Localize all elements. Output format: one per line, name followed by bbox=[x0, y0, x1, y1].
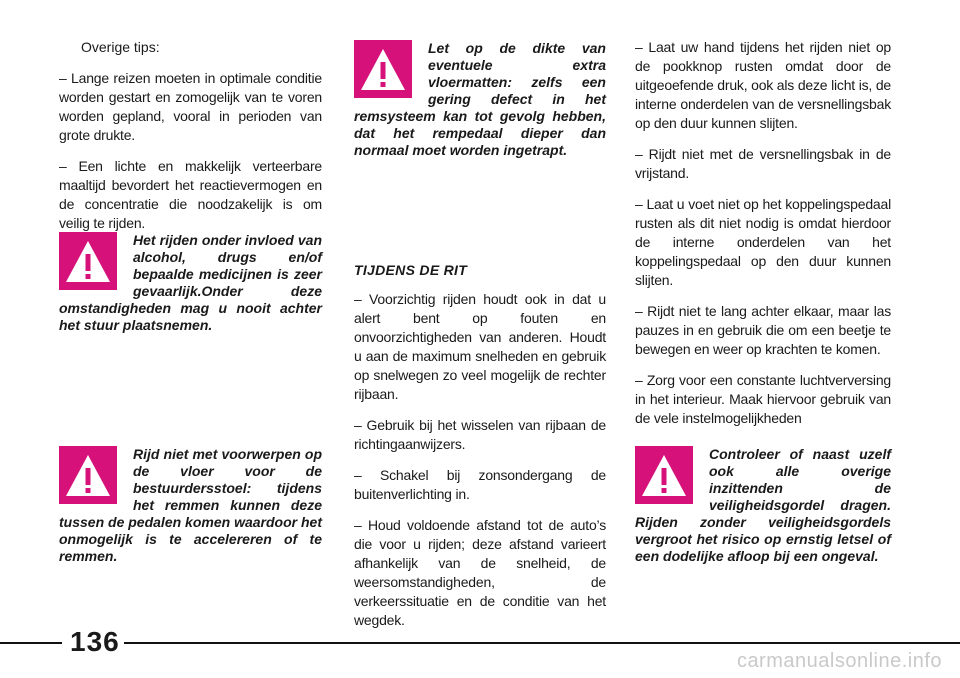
paragraph: – Lange reizen moeten in optimale conditie worden gestart en zomogelijk van te voren worden gepland, vooral in perioden van grote drukte. bbox=[59, 70, 322, 143]
paragraph: – Rijdt niet te lang achter elkaar, maar las pauzes in en gebruik die om een beetje te bewegen en weer op krachten te komen. bbox=[635, 303, 891, 357]
column-2 bbox=[354, 262, 606, 642]
warning-triangle-icon bbox=[635, 446, 693, 504]
paragraph: – Gebruik bij het wisselen van rijbaan de richtingaanwijzers. bbox=[354, 417, 606, 452]
warning-box-objects bbox=[59, 446, 322, 565]
paragraph: – Rijdt niet met de versnellingsbak in de vrijstand. bbox=[635, 146, 891, 181]
column-3 bbox=[635, 38, 891, 440]
warning-box-alcohol bbox=[59, 232, 322, 334]
tips-title: Overige tips: bbox=[81, 39, 160, 55]
warning-triangle-icon bbox=[59, 232, 117, 290]
warning-text: Het rijden onder invloed van alcohol, drugs en/of bepaalde medicijnen is zeer gevaarlijk.Onder deze omstandigheden mag u nooit achter het stuur plaatsnemen. bbox=[59, 232, 322, 333]
warning-triangle-icon bbox=[354, 40, 412, 98]
warning-text: Controleer of naast uzelf ook alle overige inzittenden de veiligheidsgordel dragen. Rijden zonder veiligheidsgordels vergroot het risico op ernstig letsel of een dodelijke afloop bij een ongeval. bbox=[635, 446, 891, 564]
paragraph: – Een lichte en makkelijk verteerbare maaltijd bevordert het reactievermogen en de concentratie die noodzakelijk is om veilig te rijden. bbox=[59, 158, 322, 231]
footer-rule-right bbox=[124, 642, 960, 644]
paragraph: – Voorzichtig rijden houdt ook in dat u alert bent op fouten en onvoorzichtigheden van anderen. Houdt u aan de maximum snelheden en gebruik op snelwegen zo veel mogelijk de rechter rijbaan. bbox=[354, 291, 606, 402]
warning-box-seatbelts bbox=[635, 446, 891, 565]
warning-triangle-icon bbox=[59, 446, 117, 504]
paragraph: – Laat uw hand tijdens het rijden niet op de pookknop rusten omdat door de uitgeoefende druk, ook als deze licht is, de interne onderdelen van de versnellingsbak op den duur kunnen slijten. bbox=[635, 39, 891, 131]
warning-text: Let op de dikte van eventuele extra vloermatten: zelfs een gering defect in het remsysteem kan tot gevolg hebben, dat het rempedaal dieper dan normaal moet worden ingetrapt. bbox=[354, 40, 606, 158]
warning-text: Rijd niet met voorwerpen op de vloer voor de bestuurdersstoel: tijdens het remmen kunnen deze tussen de pedalen komen waardoor het onmogelijk is te accelereren of te remmen. bbox=[59, 446, 322, 564]
footer-rule-left bbox=[0, 642, 62, 644]
paragraph: – Houd voldoende afstand tot de auto’s die voor u rijden; deze afstand varieert afhankelijk van de snelheid, de weersomstandigheden, de verkeerssituatie en de conditie van het wegdek. bbox=[354, 517, 606, 628]
paragraph: – Schakel bij zonsondergang de buitenverlichting in. bbox=[354, 467, 606, 502]
warning-box-floormats bbox=[354, 40, 606, 159]
column-1 bbox=[59, 38, 322, 245]
watermark: carmanualsonline.info bbox=[736, 650, 942, 672]
paragraph: – Zorg voor een constante luchtverversing in het interieur. Maak hiervoor gebruik van de vele instelmogelijkheden bbox=[635, 372, 891, 426]
section-heading: TIJDENS DE RIT bbox=[354, 262, 468, 278]
page-number: 136 bbox=[70, 626, 120, 657]
paragraph: – Laat u voet niet op het koppelingspedaal rusten als dit niet nodig is omdat hierdoor de interne onderdelen van het koppelingspedaal op den duur kunnen slijten. bbox=[635, 196, 891, 288]
